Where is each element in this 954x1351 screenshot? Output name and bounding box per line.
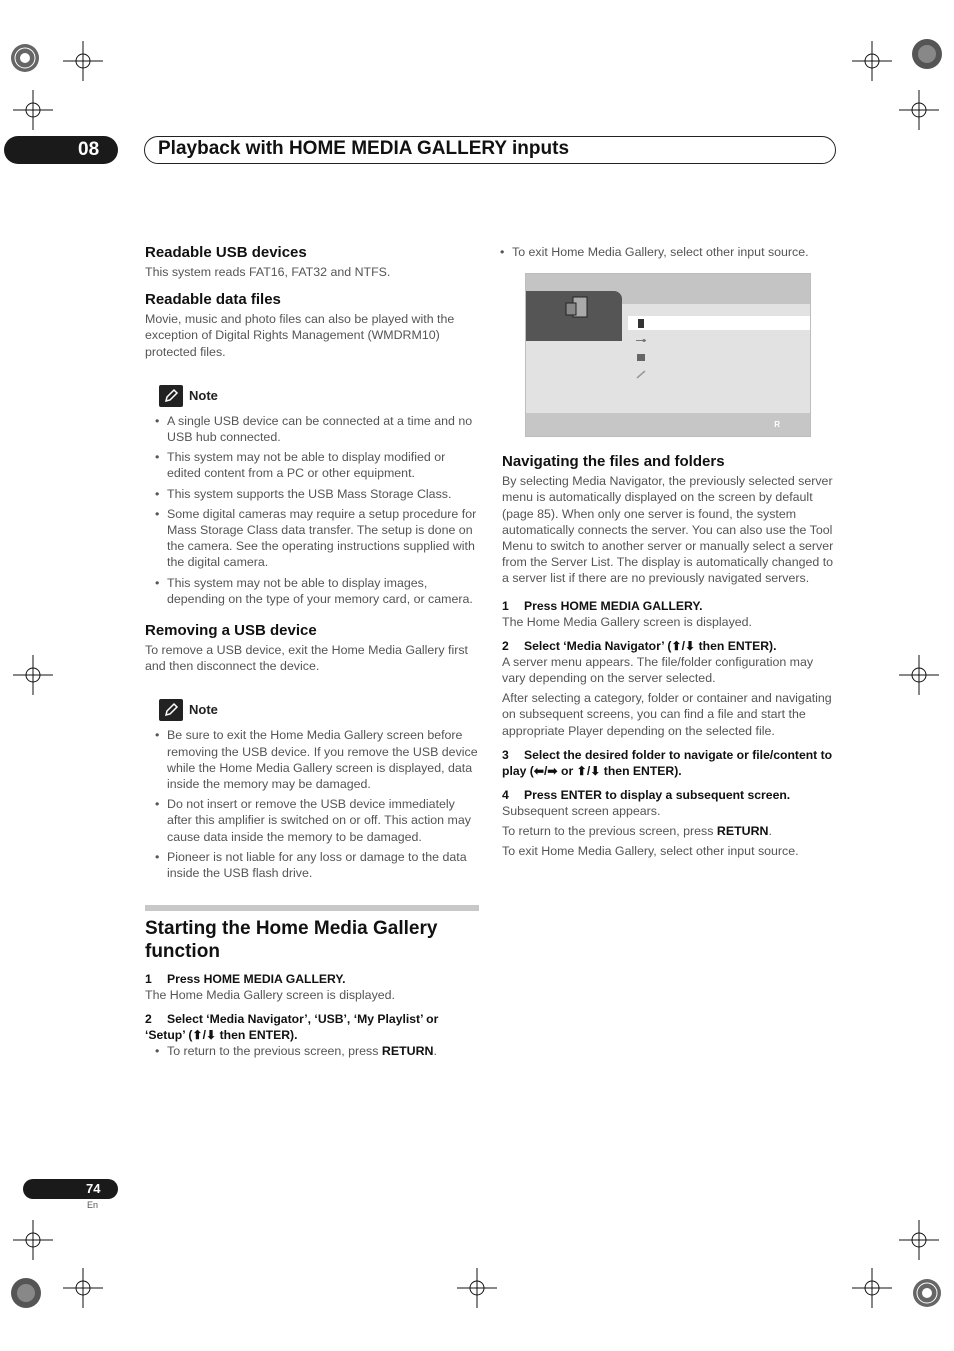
crosshair-mark-icon bbox=[13, 90, 53, 130]
pencil-icon bbox=[159, 699, 183, 721]
crosshair-mark-icon bbox=[13, 1220, 53, 1260]
crosshair-mark-icon bbox=[13, 655, 53, 695]
step-4-text: Subsequent screen appears. bbox=[502, 803, 661, 818]
left-column bbox=[145, 244, 479, 1064]
step-2: 2 Select ‘Media Navigator’ (⬆/⬇ then ENTER). bbox=[502, 638, 777, 653]
list-item: • Do not insert or remove the USB device immediately after this amplifier is switched on or off. This action may cause data inside the memory to be damaged. bbox=[145, 796, 479, 845]
note-header bbox=[159, 698, 479, 722]
screen-selection-bar bbox=[628, 316, 810, 330]
crosshair-mark-icon bbox=[852, 1268, 892, 1308]
step-1: 1 Press HOME MEDIA GALLERY. bbox=[145, 972, 346, 987]
heading-starting: Starting the Home Media Gallery function bbox=[145, 918, 438, 963]
registration-mark-icon bbox=[907, 1273, 947, 1313]
list-item: • To exit Home Media Gallery, select other input source. bbox=[490, 244, 836, 260]
server-icon bbox=[636, 319, 646, 328]
page-number: 74 bbox=[86, 1181, 101, 1196]
crosshair-mark-icon bbox=[899, 1220, 939, 1260]
setup-icon bbox=[636, 370, 646, 379]
crosshair-mark-icon bbox=[63, 1268, 103, 1308]
removing-text: To remove a USB device, exit the Home Media Gallery first and then disconnect the device. bbox=[145, 643, 468, 674]
list-item: • This system supports the USB Mass Storage Class. bbox=[145, 486, 479, 502]
playlist-icon bbox=[636, 353, 646, 362]
step-2-bullets bbox=[145, 1043, 479, 1059]
note-label: Note bbox=[189, 702, 218, 718]
home-media-gallery-screen bbox=[525, 273, 811, 437]
step-1-text: The Home Media Gallery screen is displayed. bbox=[145, 988, 395, 1003]
step-1: 1 Press HOME MEDIA GALLERY. bbox=[502, 598, 703, 613]
list-item: • This system may not be able to display images, depending on the type of your memory card, or camera. bbox=[145, 575, 479, 607]
heading-navigating: Navigating the files and folders bbox=[502, 453, 725, 471]
page-language: En bbox=[87, 1200, 99, 1210]
crosshair-mark-icon bbox=[457, 1268, 497, 1308]
heading-readable-usb: Readable USB devices bbox=[145, 244, 307, 261]
crosshair-mark-icon bbox=[852, 41, 892, 81]
data-files-text: Movie, music and photo files can also be played with the exception of Digital Rights Management (WMDRM10) protected files. bbox=[145, 312, 455, 359]
usb-icon bbox=[636, 336, 646, 345]
return-text: To return to the previous screen, press RETURN. bbox=[502, 824, 772, 839]
page-number-tab bbox=[23, 1179, 118, 1199]
section-divider bbox=[145, 905, 479, 911]
heading-removing-usb: Removing a USB device bbox=[145, 622, 317, 640]
return-keyword: RETURN bbox=[716, 824, 769, 839]
screen-bottom-bar bbox=[526, 413, 810, 436]
screen-side-panel bbox=[526, 291, 622, 341]
registration-mark-icon bbox=[907, 34, 947, 74]
list-item: • To return to the previous screen, press RETURN. bbox=[145, 1043, 479, 1059]
screen-corner-mark: R bbox=[774, 420, 780, 430]
step-2: 2 Select ‘Media Navigator’, ‘USB’, ‘My Playlist’ or ‘Setup’ (⬆/⬇ then ENTER). bbox=[145, 1012, 439, 1043]
registration-mark-icon bbox=[6, 1273, 46, 1313]
exit-bullet-list bbox=[490, 244, 836, 260]
crosshair-mark-icon bbox=[899, 90, 939, 130]
note-label: Note bbox=[189, 387, 218, 403]
heading-readable-data: Readable data files bbox=[145, 291, 281, 309]
note-list bbox=[145, 727, 479, 881]
return-keyword: RETURN bbox=[381, 1044, 434, 1059]
navigating-text: By selecting Media Navigator, the previously selected server menu is automatically displayed on the screen by default (page 85). When only one server is found, the system automatically connects the server. You can also use the Tool Menu to switch to another server or manually select a server from the Server List. The display is automatically changed to a server list if there are no previously navigated servers. bbox=[502, 474, 834, 586]
usb-devices-text: This system reads FAT16, FAT32 and NTFS. bbox=[145, 265, 391, 279]
right-column bbox=[502, 244, 836, 859]
step-4: 4 Press ENTER to display a subsequent screen. bbox=[502, 787, 791, 802]
chapter-number: 08 bbox=[78, 139, 100, 160]
step-2-text: After selecting a category, folder or container and navigating on subsequent screens, you can find a file and start the appropriate Player depending on the selected file. bbox=[502, 691, 832, 738]
note-list bbox=[145, 413, 479, 607]
note-header bbox=[159, 384, 479, 408]
step-1-text: The Home Media Gallery screen is displayed. bbox=[502, 614, 752, 629]
step-2-text: A server menu appears. The file/folder configuration may vary depending on the server selected. bbox=[502, 654, 814, 686]
chapter-title: Playback with HOME MEDIA GALLERY inputs bbox=[158, 138, 570, 159]
step-3: 3 Select the desired folder to navigate or file/content to play (⬅/➡ or ⬆/⬇ then ENTER). bbox=[502, 747, 833, 778]
crosshair-mark-icon bbox=[899, 655, 939, 695]
exit-text: To exit Home Media Gallery, select other input source. bbox=[502, 844, 799, 859]
pencil-icon bbox=[159, 385, 183, 407]
list-item: • Some digital cameras may require a setup procedure for Mass Storage Class data transfer. The setup is done on the camera. See the operating instructions supplied with the digital camera. bbox=[145, 506, 479, 571]
crosshair-mark-icon bbox=[63, 41, 103, 81]
registration-mark-icon bbox=[5, 38, 45, 78]
list-item: • A single USB device can be connected at a time and no USB hub connected. bbox=[145, 413, 479, 445]
list-item: • Pioneer is not liable for any loss or damage to the data inside the USB flash drive. bbox=[145, 849, 479, 881]
list-item: • This system may not be able to display modified or edited content from a PC or other equipment. bbox=[145, 449, 479, 481]
list-item: • Be sure to exit the Home Media Gallery screen before removing the USB device. If you remove the USB device while the Home Media Gallery screen is displayed, data inside the memory may be damaged. bbox=[145, 727, 479, 792]
media-navigator-icon bbox=[564, 295, 590, 319]
